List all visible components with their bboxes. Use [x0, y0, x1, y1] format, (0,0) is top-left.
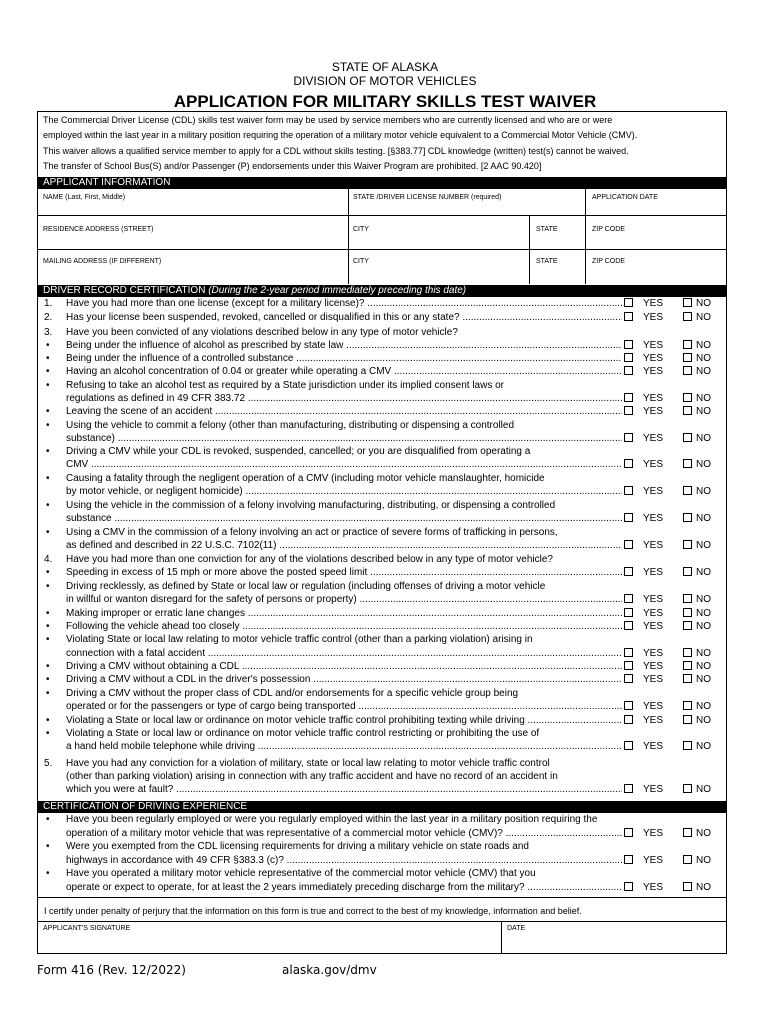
yes-checkbox[interactable] — [624, 340, 633, 349]
question-text: Speeding in excess of 15 mph or more above the posted speed limit ..... — [66, 567, 651, 580]
yes-label: YES — [643, 855, 664, 866]
yes-label: YES — [643, 406, 664, 417]
yes-checkbox[interactable] — [624, 594, 633, 603]
no-checkbox[interactable] — [683, 674, 692, 683]
signature-field[interactable]: APPLICANT'S SIGNATURE — [43, 925, 131, 932]
intro-line: employed within the last year in a military position requiring the operation of a military motor vehicle equivalent to a Commercial Motor Vehicle (CMV). — [43, 130, 638, 140]
name-field[interactable]: NAME (Last, First, Middle) — [43, 194, 126, 201]
no-label: NO — [696, 353, 711, 364]
no-label: NO — [696, 608, 711, 619]
yes-no-options — [622, 340, 711, 353]
no-checkbox[interactable] — [683, 312, 692, 321]
yes-no-options — [622, 674, 711, 687]
yes-label: YES — [643, 312, 664, 323]
no-label: NO — [696, 784, 711, 795]
bullet: • — [46, 527, 50, 538]
yes-label: YES — [643, 621, 664, 632]
no-label: NO — [696, 340, 711, 351]
no-checkbox[interactable] — [683, 784, 692, 793]
yes-no-options — [622, 459, 711, 472]
no-checkbox[interactable] — [683, 648, 692, 657]
form-number: Form 416 (Rev. 12/2022) — [37, 963, 186, 977]
question-text: by motor vehicle, or negligent homicide) ..... — [66, 486, 651, 499]
yes-label: YES — [643, 486, 664, 497]
bullet: • — [46, 406, 50, 417]
question-number: 2. — [44, 312, 53, 323]
intro-line: The transfer of School Bus(S) and/or Passenger (P) endorsements under this Waiver Program are prohibited. [2 AAC 90.420] — [43, 161, 542, 171]
residence-city-field[interactable]: CITY — [353, 226, 369, 233]
no-checkbox[interactable] — [683, 353, 692, 362]
no-label: NO — [696, 828, 711, 839]
header-state: STATE OF ALASKA — [331, 60, 439, 74]
yes-no-options — [622, 433, 711, 446]
yes-no-options — [622, 312, 711, 325]
no-checkbox[interactable] — [683, 298, 692, 307]
no-checkbox[interactable] — [683, 393, 692, 402]
yes-no-options — [622, 608, 711, 621]
yes-checkbox[interactable] — [624, 486, 633, 495]
bullet: • — [46, 366, 50, 377]
yes-no-options — [622, 567, 711, 580]
yes-label: YES — [643, 540, 664, 551]
yes-no-options — [622, 701, 711, 714]
no-checkbox[interactable] — [683, 828, 692, 837]
application-date-field[interactable]: APPLICATION DATE — [592, 194, 658, 201]
no-label: NO — [696, 513, 711, 524]
no-checkbox[interactable] — [683, 567, 692, 576]
no-checkbox[interactable] — [683, 513, 692, 522]
question-number: 1. — [44, 298, 53, 309]
question-number: 5. — [44, 758, 53, 769]
no-label: NO — [696, 433, 711, 444]
yes-no-options — [622, 715, 711, 728]
yes-no-options — [622, 353, 711, 366]
question-text: Following the vehicle ahead too closely ..... — [66, 621, 651, 634]
question-text: Refusing to take an alcohol test as required by a State jurisdiction under its implied consent laws or — [66, 380, 505, 391]
no-checkbox[interactable] — [683, 340, 692, 349]
question-text: operated or for the passengers or type of cargo being transported ..... — [66, 701, 651, 714]
yes-no-options — [622, 594, 711, 607]
yes-label: YES — [643, 661, 664, 672]
no-label: NO — [696, 594, 711, 605]
question-text: Using the vehicle in the commission of a felony involving manufacturing, distributing, or dispensing a controlled — [66, 500, 556, 511]
yes-checkbox[interactable] — [624, 513, 633, 522]
no-checkbox[interactable] — [683, 715, 692, 724]
bullet: • — [46, 380, 50, 391]
question-text: Using a CMV in the commission of a felony involving an act or practice of severe forms of trafficking in persons, — [66, 527, 558, 538]
bullet: • — [46, 688, 50, 699]
question-text: Were you exempted from the CDL licensing requirements for driving a military vehicle on state roads and — [66, 841, 529, 852]
no-checkbox[interactable] — [683, 882, 692, 891]
yes-checkbox[interactable] — [624, 459, 633, 468]
question-text: Causing a fatality through the negligent operation of a CMV (including motor vehicle manslaughter, homicide — [66, 473, 545, 484]
question-text: Violating State or local law relating to motor vehicle traffic control (other than a parking violation) arising in — [66, 634, 533, 645]
question-text: operation of a military motor vehicle that was representative of a commercial motor vehicle (CMV)? ..... — [66, 828, 651, 841]
no-label: NO — [696, 648, 711, 659]
yes-label: YES — [643, 594, 664, 605]
question-text: Driving a CMV without the proper class of CDL and/or endorsements for a specific vehicle group being — [66, 688, 519, 699]
no-checkbox[interactable] — [683, 486, 692, 495]
yes-label: YES — [643, 393, 664, 404]
form-title: APPLICATION FOR MILITARY SKILLS TEST WAIVER — [173, 92, 597, 111]
question-text: Driving a CMV without a CDL in the driver's possession ..... — [66, 674, 651, 687]
question-text: Have you operated a military motor vehicle representative of the commercial motor vehicle (CMV) that you — [66, 868, 536, 879]
bullet: • — [46, 608, 50, 619]
yes-no-options — [622, 828, 711, 841]
mailing-state-field[interactable]: STATE — [536, 258, 558, 265]
no-checkbox[interactable] — [683, 459, 692, 468]
question-text: operate or expect to operate, for at least the 2 years immediately preceding discharge from the military? ..... — [66, 882, 651, 895]
question-text: Have you had more than one conviction for any of the violations described below in any type of motor vehicle? — [66, 554, 553, 565]
question-text: connection with a fatal accident ..... — [66, 648, 651, 661]
yes-label: YES — [643, 433, 664, 444]
no-label: NO — [696, 406, 711, 417]
yes-no-options — [622, 540, 711, 553]
yes-no-options — [622, 406, 711, 419]
question-text: substance) ..... — [66, 433, 651, 446]
intro-line: This waiver allows a qualified service member to apply for a CDL without skills testing. [§383.77] CDL knowledge (written) test(s) cannot be waived. — [43, 146, 629, 156]
question-text: Leaving the scene of an accident ..... — [66, 406, 651, 419]
yes-no-options — [622, 366, 711, 379]
yes-no-options — [622, 621, 711, 634]
no-label: NO — [696, 393, 711, 404]
no-checkbox[interactable] — [683, 608, 692, 617]
question-text: highways in accordance with 49 CFR §383.3 (c)? ..... — [66, 855, 651, 868]
yes-label: YES — [643, 459, 664, 470]
question-text: CMV ..... — [66, 459, 651, 472]
yes-label: YES — [643, 567, 664, 578]
question-text: Violating a State or local law or ordinance on motor vehicle traffic control prohibiting texting while driving ..... — [66, 715, 651, 728]
question-text: substance ..... — [66, 513, 651, 526]
yes-no-options — [622, 784, 711, 797]
question-text: Being under the influence of alcohol as prescribed by state law ..... — [66, 340, 651, 353]
yes-checkbox[interactable] — [624, 741, 633, 750]
yes-no-options — [622, 513, 711, 526]
bullet: • — [46, 868, 50, 879]
bullet: • — [46, 567, 50, 578]
no-checkbox[interactable] — [683, 540, 692, 549]
yes-checkbox[interactable] — [624, 540, 633, 549]
yes-label: YES — [643, 608, 664, 619]
header-division: DIVISION OF MOTOR VEHICLES — [293, 74, 477, 88]
yes-label: YES — [643, 741, 664, 752]
yes-label: YES — [643, 828, 664, 839]
no-checkbox[interactable] — [683, 701, 692, 710]
yes-checkbox[interactable] — [624, 353, 633, 362]
residence-state-field[interactable]: STATE — [536, 226, 558, 233]
question-text: Driving recklessly, as defined by State or local law or regulation (including offenses of driving a motor vehicle — [66, 581, 546, 592]
question-text: regulations as defined in 49 CFR 383.72 ..... — [66, 393, 651, 406]
question-text: (other than parking violation) arising in connection with any traffic accident and have no record of an accident in — [66, 771, 558, 782]
no-label: NO — [696, 459, 711, 470]
bullet: • — [46, 500, 50, 511]
question-text: Have you had more than one license (except for a military license)? ..... — [66, 298, 651, 311]
question-text: Having an alcohol concentration of 0.04 or greater while operating a CMV ..... — [66, 366, 651, 379]
residence-address-field[interactable]: RESIDENCE ADDRESS (STREET) — [43, 226, 154, 233]
bullet: • — [46, 715, 50, 726]
no-label: NO — [696, 661, 711, 672]
bullet: • — [46, 446, 50, 457]
question-text: Have you had any conviction for a violation of military, state or local law relating to motor vehicle traffic control — [66, 758, 550, 769]
question-text: Being under the influence of a controlled substance ..... — [66, 353, 651, 366]
yes-label: YES — [643, 366, 664, 377]
license-number-field[interactable]: STATE /DRIVER LICENSE NUMBER (required) — [353, 194, 502, 201]
yes-checkbox[interactable] — [624, 882, 633, 891]
yes-label: YES — [643, 784, 664, 795]
no-label: NO — [696, 621, 711, 632]
yes-label: YES — [643, 701, 664, 712]
no-label: NO — [696, 741, 711, 752]
question-text: Has your license been suspended, revoked, cancelled or disqualified in this or any state? ..... — [66, 312, 651, 325]
yes-no-options — [622, 393, 711, 406]
question-text: in willful or wanton disregard for the safety of persons or property) ..... — [66, 594, 651, 607]
bullet: • — [46, 841, 50, 852]
no-label: NO — [696, 366, 711, 377]
mailing-address-field[interactable]: MAILING ADDRESS (IF DIFFERENT) — [43, 258, 162, 265]
yes-no-options — [622, 882, 711, 895]
no-label: NO — [696, 674, 711, 685]
yes-checkbox[interactable] — [624, 621, 633, 630]
bullet: • — [46, 621, 50, 632]
driver-record-section-header: DRIVER RECORD CERTIFICATION (During the 2-year period immediately preceding this date) — [37, 285, 727, 297]
question-text: Have you been regularly employed or were you regularly employed within the last year in a military position requiring the — [66, 814, 598, 825]
no-checkbox[interactable] — [683, 855, 692, 864]
yes-checkbox[interactable] — [624, 406, 633, 415]
yes-checkbox[interactable] — [624, 608, 633, 617]
bullet: • — [46, 420, 50, 431]
no-checkbox[interactable] — [683, 406, 692, 415]
yes-checkbox[interactable] — [624, 674, 633, 683]
question-text: as defined and described in 22 U.S.C. 7102(11) ..... — [66, 540, 651, 553]
yes-checkbox[interactable] — [624, 784, 633, 793]
no-label: NO — [696, 882, 711, 893]
question-number: 3. — [44, 327, 53, 338]
no-checkbox[interactable] — [683, 621, 692, 630]
bullet: • — [46, 814, 50, 825]
yes-checkbox[interactable] — [624, 701, 633, 710]
yes-label: YES — [643, 353, 664, 364]
no-label: NO — [696, 540, 711, 551]
yes-label: YES — [643, 715, 664, 726]
yes-label: YES — [643, 340, 664, 351]
bullet: • — [46, 674, 50, 685]
yes-label: YES — [643, 882, 664, 893]
yes-checkbox[interactable] — [624, 298, 633, 307]
question-text: Using the vehicle to commit a felony (other than manufacturing, distributing or dispensing a controlled — [66, 420, 515, 431]
question-text: a hand held mobile telephone while driving ..... — [66, 741, 651, 754]
bullet: • — [46, 340, 50, 351]
certification-statement: I certify under penalty of perjury that the information on this form is true and correct to the best of my knowledge, information and belief. — [44, 906, 582, 916]
question-text: Violating a State or local law or ordinance on motor vehicle traffic control restricting or prohibiting the use of — [66, 728, 540, 739]
yes-no-options — [622, 661, 711, 674]
yes-checkbox[interactable] — [624, 312, 633, 321]
yes-no-options — [622, 486, 711, 499]
yes-label: YES — [643, 648, 664, 659]
no-checkbox[interactable] — [683, 661, 692, 670]
yes-no-options — [622, 741, 711, 754]
footer-url[interactable]: alaska.gov/dmv — [282, 963, 377, 977]
no-label: NO — [696, 298, 711, 309]
no-label: NO — [696, 715, 711, 726]
question-text: Driving a CMV without obtaining a CDL ..... — [66, 661, 651, 674]
yes-label: YES — [643, 298, 664, 309]
no-checkbox[interactable] — [683, 594, 692, 603]
no-checkbox[interactable] — [683, 366, 692, 375]
yes-checkbox[interactable] — [624, 567, 633, 576]
bullet: • — [46, 353, 50, 364]
date-field[interactable]: DATE — [507, 925, 526, 932]
yes-checkbox[interactable] — [624, 828, 633, 837]
bullet: • — [46, 634, 50, 645]
intro-line: The Commercial Driver License (CDL) skills test waiver form may be used by service members who are currently licensed and who are or were — [43, 115, 613, 125]
question-text: Making improper or erratic lane changes ..... — [66, 608, 651, 621]
yes-checkbox[interactable] — [624, 661, 633, 670]
bullet: • — [46, 581, 50, 592]
yes-checkbox[interactable] — [624, 366, 633, 375]
yes-label: YES — [643, 674, 664, 685]
driving-experience-section-header: CERTIFICATION OF DRIVING EXPERIENCE — [37, 801, 727, 813]
bullet: • — [46, 661, 50, 672]
no-label: NO — [696, 486, 711, 497]
question-number: 4. — [44, 554, 53, 565]
no-checkbox[interactable] — [683, 433, 692, 442]
residence-zip-field[interactable]: ZIP CODE — [592, 226, 625, 233]
yes-checkbox[interactable] — [624, 855, 633, 864]
yes-no-options — [622, 855, 711, 868]
bullet: • — [46, 728, 50, 739]
no-label: NO — [696, 312, 711, 323]
yes-checkbox[interactable] — [624, 715, 633, 724]
no-label: NO — [696, 855, 711, 866]
yes-label: YES — [643, 513, 664, 524]
bullet: • — [46, 473, 50, 484]
yes-checkbox[interactable] — [624, 433, 633, 442]
yes-no-options — [622, 648, 711, 661]
no-label: NO — [696, 701, 711, 712]
question-text: which you were at fault? ..... — [66, 784, 651, 797]
yes-no-options — [622, 298, 711, 311]
yes-checkbox[interactable] — [624, 648, 633, 657]
applicant-section-header: APPLICANT INFORMATION — [37, 177, 727, 189]
mailing-zip-field[interactable]: ZIP CODE — [592, 258, 625, 265]
mailing-city-field[interactable]: CITY — [353, 258, 369, 265]
no-label: NO — [696, 567, 711, 578]
no-checkbox[interactable] — [683, 741, 692, 750]
yes-checkbox[interactable] — [624, 393, 633, 402]
question-text: Have you been convicted of any violations described below in any type of motor vehicle? — [66, 327, 458, 338]
question-text: Driving a CMV while your CDL is revoked, suspended, cancelled; or you are disqualified from operating a — [66, 446, 531, 457]
